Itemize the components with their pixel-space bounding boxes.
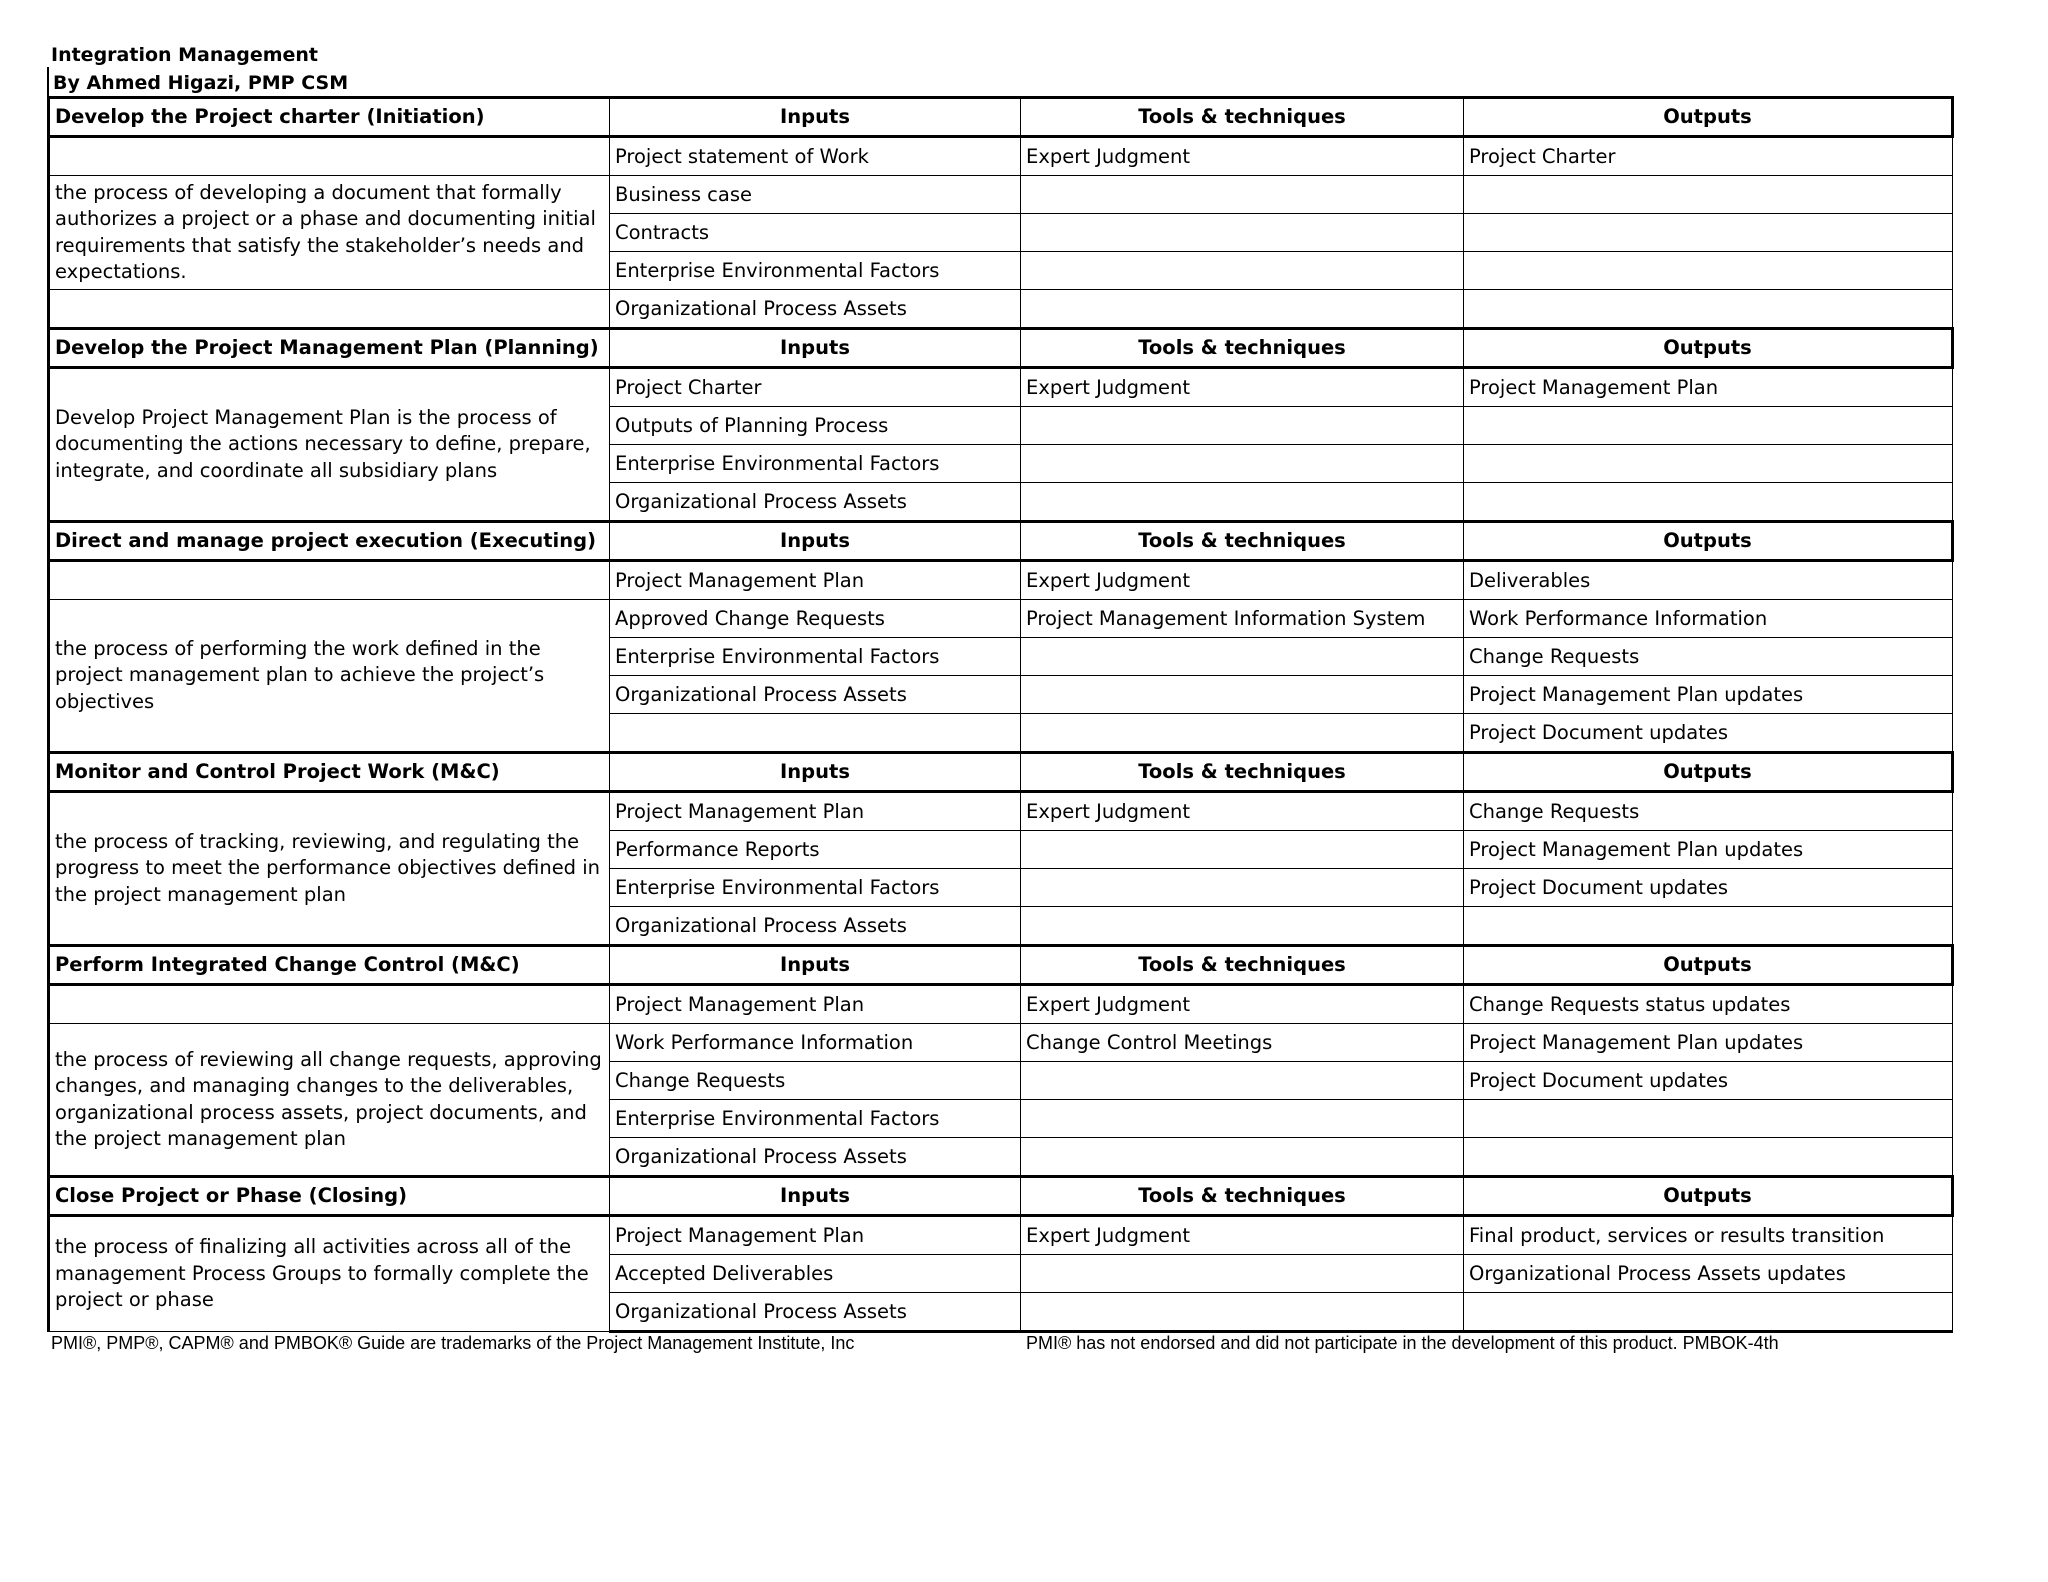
tool-cell[interactable] [1021, 176, 1464, 214]
tool-cell[interactable] [1021, 483, 1464, 522]
output-cell[interactable]: Project Document updates [1464, 1062, 1953, 1100]
tool-cell[interactable] [1021, 407, 1464, 445]
output-cell[interactable] [1464, 176, 1953, 214]
input-cell[interactable]: Project Management Plan [610, 985, 1021, 1024]
input-cell[interactable]: Organizational Process Assets [610, 483, 1021, 522]
input-cell[interactable]: Organizational Process Assets [610, 1138, 1021, 1177]
tools-header[interactable]: Tools & techniques [1021, 753, 1464, 792]
input-cell[interactable]: Organizational Process Assets [610, 907, 1021, 946]
tool-cell[interactable]: Project Management Information System [1021, 600, 1464, 638]
output-cell[interactable]: Project Document updates [1464, 714, 1953, 753]
table-row [49, 600, 1953, 638]
inputs-header[interactable]: Inputs [610, 98, 1021, 137]
table-row [49, 561, 1953, 600]
input-cell[interactable]: Performance Reports [610, 831, 1021, 869]
output-cell[interactable] [1464, 407, 1953, 445]
process-name[interactable]: Develop the Project Management Plan (Planning) [49, 329, 610, 368]
tool-cell[interactable] [1021, 1138, 1464, 1177]
tool-cell[interactable] [1021, 831, 1464, 869]
input-cell[interactable]: Organizational Process Assets [610, 290, 1021, 329]
tools-header[interactable]: Tools & techniques [1021, 946, 1464, 985]
footer-trademark: PMI®, PMP®, CAPM® and PMBOK® Guide are trademarks of the Project Management Institute, Inc [51, 1333, 855, 1353]
outputs-header[interactable]: Outputs [1464, 753, 1953, 792]
input-cell[interactable]: Enterprise Environmental Factors [610, 252, 1021, 290]
process-name[interactable]: Monitor and Control Project Work (M&C) [49, 753, 610, 792]
process-description[interactable]: the process of reviewing all change requests, approving changes, and managing changes to the deliverables, organizational process assets, project documents, and the project management plan [49, 1024, 610, 1177]
section-header-row [49, 98, 1953, 137]
output-cell[interactable]: Work Performance Information [1464, 600, 1953, 638]
empty-cell[interactable] [49, 985, 610, 1024]
process-name[interactable]: Perform Integrated Change Control (M&C) [49, 946, 610, 985]
process-name[interactable]: Develop the Project charter (Initiation) [49, 98, 610, 137]
input-cell[interactable]: Work Performance Information [610, 1024, 1021, 1062]
tools-header[interactable]: Tools & techniques [1021, 329, 1464, 368]
tool-cell[interactable] [1021, 445, 1464, 483]
table-row [49, 1216, 1953, 1255]
output-cell[interactable] [1464, 290, 1953, 329]
process-description[interactable]: the process of tracking, reviewing, and regulating the progress to meet the performance objectives defined in the project management plan [49, 792, 610, 946]
tool-cell[interactable]: Expert Judgment [1021, 1216, 1464, 1255]
section-header-row [49, 329, 1953, 368]
empty-cell[interactable] [49, 561, 610, 600]
output-cell[interactable] [1464, 214, 1953, 252]
outputs-header[interactable]: Outputs [1464, 1177, 1953, 1216]
tool-cell[interactable] [1021, 290, 1464, 329]
section-header-row [49, 522, 1953, 561]
table-row [49, 792, 1953, 831]
section-header-row [49, 1177, 1953, 1216]
tools-header[interactable]: Tools & techniques [1021, 522, 1464, 561]
output-cell[interactable]: Organizational Process Assets updates [1464, 1255, 1953, 1293]
sheet-title: Integration Management [51, 44, 319, 66]
empty-cell[interactable] [49, 290, 610, 329]
output-cell[interactable]: Project Management Plan updates [1464, 676, 1953, 714]
tools-header[interactable]: Tools & techniques [1021, 1177, 1464, 1216]
output-cell[interactable] [1464, 1100, 1953, 1138]
tools-header[interactable]: Tools & techniques [1021, 98, 1464, 137]
tool-cell[interactable] [1021, 869, 1464, 907]
tool-cell[interactable] [1021, 214, 1464, 252]
input-cell[interactable]: Project Management Plan [610, 792, 1021, 831]
input-cell[interactable]: Organizational Process Assets [610, 676, 1021, 714]
output-cell[interactable] [1464, 252, 1953, 290]
process-name[interactable]: Close Project or Phase (Closing) [49, 1177, 610, 1216]
output-cell[interactable] [1464, 1138, 1953, 1177]
inputs-header[interactable]: Inputs [610, 753, 1021, 792]
input-cell[interactable]: Enterprise Environmental Factors [610, 445, 1021, 483]
inputs-header[interactable]: Inputs [610, 522, 1021, 561]
input-cell[interactable]: Enterprise Environmental Factors [610, 1100, 1021, 1138]
spreadsheet-sheet [47, 43, 1951, 1333]
sheet-author: By Ahmed Higazi, PMP CSM [47, 67, 1951, 96]
process-name[interactable]: Direct and manage project execution (Executing) [49, 522, 610, 561]
tool-cell[interactable] [1021, 676, 1464, 714]
output-cell[interactable]: Project Management Plan updates [1464, 1024, 1953, 1062]
inputs-header[interactable]: Inputs [610, 329, 1021, 368]
output-cell[interactable]: Project Charter [1464, 137, 1953, 176]
output-cell[interactable]: Project Document updates [1464, 869, 1953, 907]
table-row [49, 1024, 1953, 1062]
input-cell[interactable]: Project Management Plan [610, 561, 1021, 600]
inputs-header[interactable]: Inputs [610, 946, 1021, 985]
input-cell[interactable]: Contracts [610, 214, 1021, 252]
output-cell[interactable]: Final product, services or results transition [1464, 1216, 1953, 1255]
table-row [49, 368, 1953, 407]
output-cell[interactable]: Project Management Plan updates [1464, 831, 1953, 869]
tool-cell[interactable]: Expert Judgment [1021, 561, 1464, 600]
process-description[interactable]: the process of performing the work defined in the project management plan to achieve the project’s objectives [49, 600, 610, 753]
input-cell[interactable]: Outputs of Planning Process [610, 407, 1021, 445]
inputs-header[interactable]: Inputs [610, 1177, 1021, 1216]
input-cell[interactable]: Business case [610, 176, 1021, 214]
process-description[interactable]: Develop Project Management Plan is the process of documenting the actions necessary to define, prepare, integrate, and coordinate all subsidiary plans [49, 368, 610, 522]
output-cell[interactable]: Change Requests [1464, 638, 1953, 676]
tool-cell[interactable]: Expert Judgment [1021, 368, 1464, 407]
table-row [49, 137, 1953, 176]
tool-cell[interactable] [1021, 252, 1464, 290]
tool-cell[interactable] [1021, 1100, 1464, 1138]
input-cell[interactable]: Change Requests [610, 1062, 1021, 1100]
input-cell[interactable]: Accepted Deliverables [610, 1255, 1021, 1293]
input-cell[interactable] [610, 714, 1021, 753]
input-cell[interactable]: Approved Change Requests [610, 600, 1021, 638]
empty-cell[interactable] [49, 137, 610, 176]
input-cell[interactable]: Enterprise Environmental Factors [610, 869, 1021, 907]
tool-cell[interactable] [1021, 714, 1464, 753]
output-cell[interactable]: Change Requests [1464, 792, 1953, 831]
outputs-header[interactable]: Outputs [1464, 329, 1953, 368]
tool-cell[interactable] [1021, 1255, 1464, 1293]
table-row [49, 176, 1953, 214]
output-cell[interactable]: Deliverables [1464, 561, 1953, 600]
output-cell[interactable] [1464, 483, 1953, 522]
section-header-row [49, 753, 1953, 792]
input-cell[interactable]: Project Management Plan [610, 1216, 1021, 1255]
integration-table [47, 96, 1954, 1333]
input-cell[interactable]: Project Charter [610, 368, 1021, 407]
tool-cell[interactable] [1021, 1062, 1464, 1100]
tool-cell[interactable] [1021, 638, 1464, 676]
output-cell[interactable]: Change Requests status updates [1464, 985, 1953, 1024]
section-header-row [49, 946, 1953, 985]
process-description[interactable]: the process of developing a document that formally authorizes a project or a phase and documenting initial requirements that satisfy the stakeholder’s needs and expectations. [49, 176, 610, 290]
tool-cell[interactable]: Expert Judgment [1021, 985, 1464, 1024]
table-row [49, 290, 1953, 329]
input-cell[interactable]: Project statement of Work [610, 137, 1021, 176]
tool-cell[interactable]: Expert Judgment [1021, 792, 1464, 831]
tool-cell[interactable]: Expert Judgment [1021, 137, 1464, 176]
outputs-header[interactable]: Outputs [1464, 98, 1953, 137]
tool-cell[interactable]: Change Control Meetings [1021, 1024, 1464, 1062]
tool-cell[interactable] [1021, 1293, 1464, 1332]
output-cell[interactable] [1464, 445, 1953, 483]
input-cell[interactable]: Organizational Process Assets [610, 1293, 1021, 1332]
tool-cell[interactable] [1021, 907, 1464, 946]
outputs-header[interactable]: Outputs [1464, 946, 1953, 985]
output-cell[interactable]: Project Management Plan [1464, 368, 1953, 407]
process-description[interactable]: the process of finalizing all activities across all of the management Process Groups to formally complete the project or phase [49, 1216, 610, 1332]
outputs-header[interactable]: Outputs [1464, 522, 1953, 561]
output-cell[interactable] [1464, 1293, 1953, 1332]
input-cell[interactable]: Enterprise Environmental Factors [610, 638, 1021, 676]
output-cell[interactable] [1464, 907, 1953, 946]
footer-disclaimer: PMI® has not endorsed and did not participate in the development of this product. PMBOK-4th [1026, 1333, 1779, 1353]
table-row [49, 985, 1953, 1024]
